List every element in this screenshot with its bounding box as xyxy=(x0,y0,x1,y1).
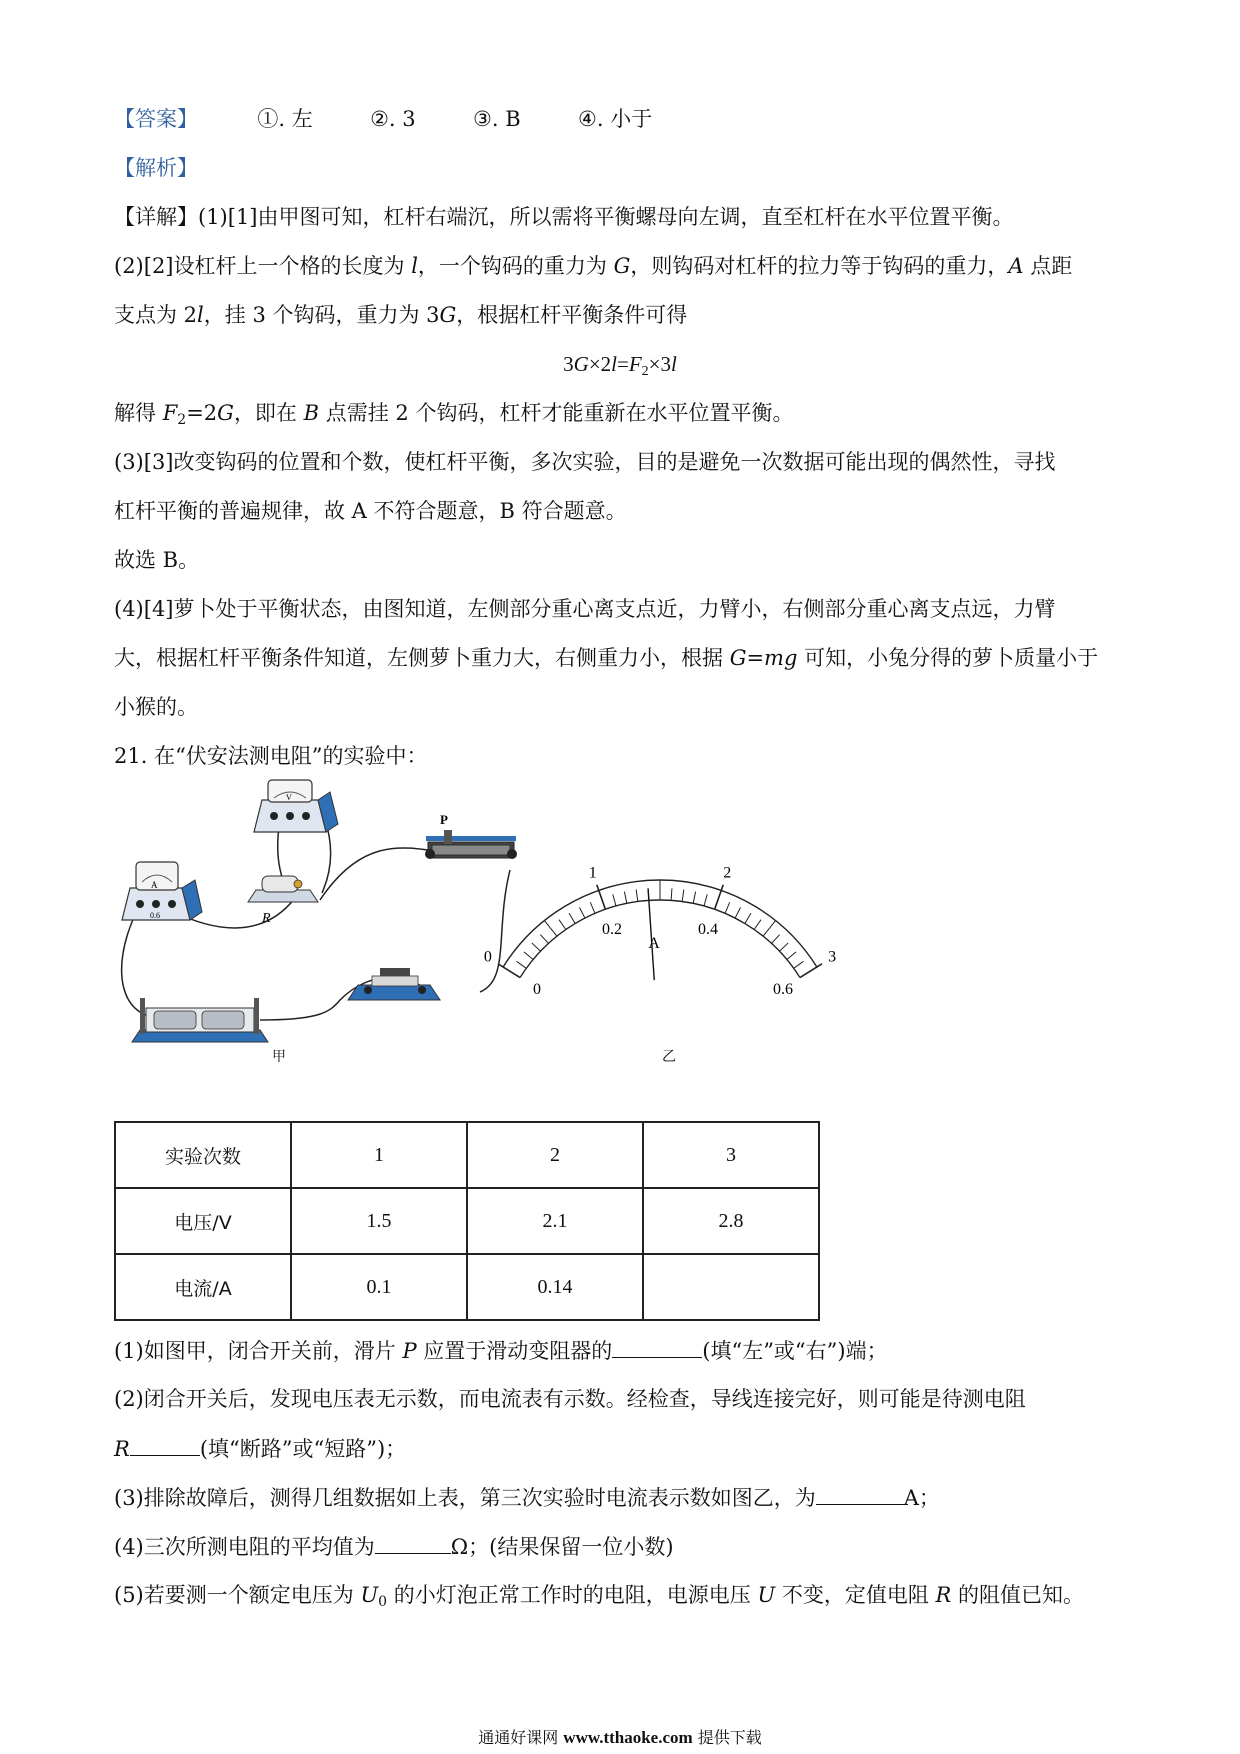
dial-tick xyxy=(763,921,775,937)
dial-tick xyxy=(544,921,556,937)
table-cell: 0.1 xyxy=(291,1254,467,1320)
footer-url[interactable]: www.tthaoke.com xyxy=(563,1728,693,1747)
var-R: R xyxy=(114,1437,130,1461)
data-table xyxy=(114,1121,820,1321)
dial-top-label: 3 xyxy=(828,948,837,966)
table-cell: 2.8 xyxy=(643,1188,819,1254)
battery-box xyxy=(132,998,268,1042)
footer-download-text: 提供下载 xyxy=(697,1728,762,1747)
dial-tick xyxy=(725,902,730,913)
var-R: R xyxy=(935,1583,952,1607)
circuit-figure xyxy=(110,780,540,1070)
dial-tick xyxy=(704,894,707,906)
dial-top-label: 0 xyxy=(483,948,492,966)
detail-tag: 【详解】 xyxy=(114,205,198,229)
detail-text: ，一个钩码的重力为 xyxy=(417,254,607,278)
var-l: l xyxy=(611,352,617,376)
slider-label: P xyxy=(440,812,448,827)
var-U: U xyxy=(360,1583,379,1607)
table-header-cell: 实验次数 xyxy=(115,1122,291,1188)
answer-blank-4[interactable] xyxy=(375,1531,451,1554)
detail-paragraph-5: (3)[3]改变钩码的位置和个数，使杠杆平衡，多次实验，目的是避免一次数据可能出现的偶然性，寻找 xyxy=(114,450,1056,474)
table-cell: 3 xyxy=(643,1122,819,1188)
ammeter-range: 0.6 xyxy=(150,911,160,920)
question-text: (填“左”或“右”)端； xyxy=(702,1339,888,1363)
question-text: (3)排除故障后，测得几组数据如上表，第三次实验时电流表示数如图乙，为 xyxy=(114,1486,816,1510)
detail-text: ，即在 xyxy=(233,401,297,425)
detail-text: 点距 xyxy=(1030,254,1073,278)
question-4 xyxy=(114,1531,674,1562)
dial-tick xyxy=(754,920,761,930)
question-text: (5)若要测一个额定电压为 xyxy=(114,1583,354,1607)
var-G: G xyxy=(439,303,457,327)
detail-paragraph-4 xyxy=(114,398,793,435)
question-text: 不变，定值电阻 xyxy=(781,1583,929,1607)
dial-tick xyxy=(613,894,616,906)
detail-paragraph-9 xyxy=(114,643,1098,673)
question-text: 应置于滑动变阻器的 xyxy=(423,1339,613,1363)
detail-text: ，挂 3 个钩码，重力为 3 xyxy=(203,303,440,327)
detail-paragraph-2 xyxy=(114,251,1072,281)
detail-paragraph-1 xyxy=(114,202,1014,232)
slide-rheostat xyxy=(425,812,517,859)
dial-bottom-label: 0.6 xyxy=(772,981,793,999)
voltmeter-letter: V xyxy=(286,793,292,802)
detail-text: 解得 xyxy=(114,401,156,425)
dial-top-label: 2 xyxy=(723,864,732,882)
formula-gmg: G=mg xyxy=(729,646,798,670)
dial-tick xyxy=(624,892,626,904)
question-text: (4)三次所测电阻的平均值为 xyxy=(114,1535,375,1559)
question-5 xyxy=(114,1580,1084,1617)
equation xyxy=(0,349,1240,387)
var-A: A xyxy=(1008,254,1024,278)
var-F: F xyxy=(628,352,642,376)
dial-tick xyxy=(682,890,684,902)
question-1 xyxy=(114,1335,888,1366)
table-cell: 1.5 xyxy=(291,1188,467,1254)
answer-item-3: ③. B xyxy=(473,107,521,131)
dial-tick xyxy=(540,935,548,944)
dial-bottom-label: 0.2 xyxy=(601,921,622,939)
question-3 xyxy=(114,1482,940,1513)
question-text: A； xyxy=(903,1486,940,1510)
detail-paragraph-8: (4)[4]萝卜处于平衡状态，由图知道，左侧部分重心离支点近，力臂小，右侧部分重心离支点远，力臂 xyxy=(114,597,1056,621)
question-title: 21. 在“伏安法测电阻”的实验中： xyxy=(114,744,428,768)
subscript: 0 xyxy=(378,1594,388,1610)
dial-tick xyxy=(800,964,822,978)
caption-yi: 乙 xyxy=(662,1049,676,1065)
var-l: l xyxy=(671,352,677,376)
table-cell xyxy=(643,1254,819,1320)
subscript: 2 xyxy=(641,364,649,379)
table-row xyxy=(115,1122,819,1188)
dial-tick xyxy=(735,907,740,918)
dial-tick xyxy=(745,913,751,923)
question-text: Ω；(结果保留一位小数) xyxy=(450,1535,674,1559)
var-G: G xyxy=(613,254,631,278)
caption-jia: 甲 xyxy=(272,1049,286,1065)
answer-blank-2[interactable] xyxy=(130,1433,200,1456)
question-text: 的阻值已知。 xyxy=(958,1583,1085,1607)
var-l: l xyxy=(197,303,204,327)
page-footer xyxy=(0,1725,1240,1748)
dial-top-label: 1 xyxy=(588,864,597,882)
var-F: F xyxy=(162,401,178,425)
meter-figure xyxy=(483,855,837,1005)
detail-paragraph-3 xyxy=(114,300,687,330)
dial-tick xyxy=(779,943,788,951)
table-cell: 2 xyxy=(467,1122,643,1188)
detail-text-1: (1)[1]由甲图可知，杠杆右端沉，所以需将平衡螺母向左调，直至杠杆在水平位置平衡。 xyxy=(198,205,1014,229)
var-G: G xyxy=(217,401,234,425)
var-U: U xyxy=(757,1583,776,1607)
ammeter-letter: A xyxy=(151,880,158,890)
var-B: B xyxy=(303,401,320,425)
detail-text: ，则钩码对杠杆的拉力等于钩码的重力， xyxy=(630,254,1009,278)
detail-paragraph-10: 小猴的。 xyxy=(114,695,198,719)
footer-site-name: 通通好课网 xyxy=(478,1728,559,1747)
eq-part: ×3 xyxy=(648,352,672,376)
dial-tick xyxy=(693,892,695,904)
question-2-cont xyxy=(114,1433,406,1464)
answer-tag: 【答案】 xyxy=(114,107,198,131)
answer-item-1: ①. 左 xyxy=(257,107,313,131)
var-G: G xyxy=(573,352,589,376)
question-text: (填“断路”或“短路”)； xyxy=(199,1437,407,1461)
dial-tick xyxy=(579,907,584,918)
dial-tick xyxy=(590,902,595,913)
dial-bottom-label: 0.4 xyxy=(698,921,719,939)
eq-part: ×2 xyxy=(588,352,612,376)
detail-text: 支点为 2 xyxy=(114,303,198,327)
meter-dial xyxy=(483,855,837,1005)
dial-tick xyxy=(787,952,796,960)
eq-part: = xyxy=(617,352,629,376)
detail-paragraph-7: 故选 B。 xyxy=(114,548,200,572)
dial-inner-arc xyxy=(520,900,800,978)
table-cell: 2.1 xyxy=(467,1188,643,1254)
table-row xyxy=(115,1254,819,1320)
table-cell: 0.14 xyxy=(467,1254,643,1320)
table-header-cell: 电压/V xyxy=(115,1188,291,1254)
dial-bottom-label: 0 xyxy=(533,981,542,999)
dial-tick xyxy=(794,961,804,968)
answer-blank-3[interactable] xyxy=(816,1482,904,1505)
resistor-label: R xyxy=(262,911,271,926)
table-cell: 1 xyxy=(291,1122,467,1188)
table-row xyxy=(115,1188,819,1254)
question-text: 的小灯泡正常工作时的电阻，电源电压 xyxy=(393,1583,751,1607)
dial-tick xyxy=(569,913,575,923)
answer-line xyxy=(114,104,652,134)
var-l: l xyxy=(411,254,418,278)
detail-text: =2 xyxy=(186,401,218,425)
dial-tick xyxy=(559,920,566,930)
detail-text: 大，根据杠杆平衡条件知道，左侧萝卜重力大，右侧重力小，根据 xyxy=(114,646,723,670)
eq-part: 3 xyxy=(563,352,574,376)
table-header-cell: 电流/A xyxy=(115,1254,291,1320)
analysis-tag: 【解析】 xyxy=(114,156,198,180)
ammeter xyxy=(122,862,202,920)
subscript: 2 xyxy=(177,412,187,428)
voltmeter xyxy=(254,780,338,832)
detail-paragraph-6: 杠杆平衡的普遍规律，故 A 不符合题意，B 符合题意。 xyxy=(114,499,627,523)
dial-unit-label: A xyxy=(648,935,660,952)
question-2: (2)闭合开关后，发现电压表无示数，而电流表有示数。经检查，导线连接完好，则可能是待测电阻 xyxy=(114,1387,1026,1411)
dial-tick xyxy=(532,943,541,951)
detail-text: (2)[2]设杠杆上一个格的长度为 xyxy=(114,254,405,278)
circuit-diagram xyxy=(110,780,540,1070)
answer-item-2: ②. 3 xyxy=(370,107,416,131)
resistor xyxy=(248,876,318,926)
var-P: P xyxy=(402,1339,417,1363)
detail-text: 点需挂 2 个钩码，杠杆才能重新在水平位置平衡。 xyxy=(325,401,794,425)
detail-text: 可知，小兔分得的萝卜质量小于 xyxy=(804,646,1099,670)
question-text: (1)如图甲，闭合开关前，滑片 xyxy=(114,1339,396,1363)
answer-blank-1[interactable] xyxy=(612,1335,702,1358)
dial-tick xyxy=(772,935,780,944)
dial-tick xyxy=(636,890,638,902)
dial-tick xyxy=(671,888,672,900)
detail-text: ，根据杠杆平衡条件可得 xyxy=(456,303,688,327)
answer-item-4: ④. 小于 xyxy=(578,107,653,131)
